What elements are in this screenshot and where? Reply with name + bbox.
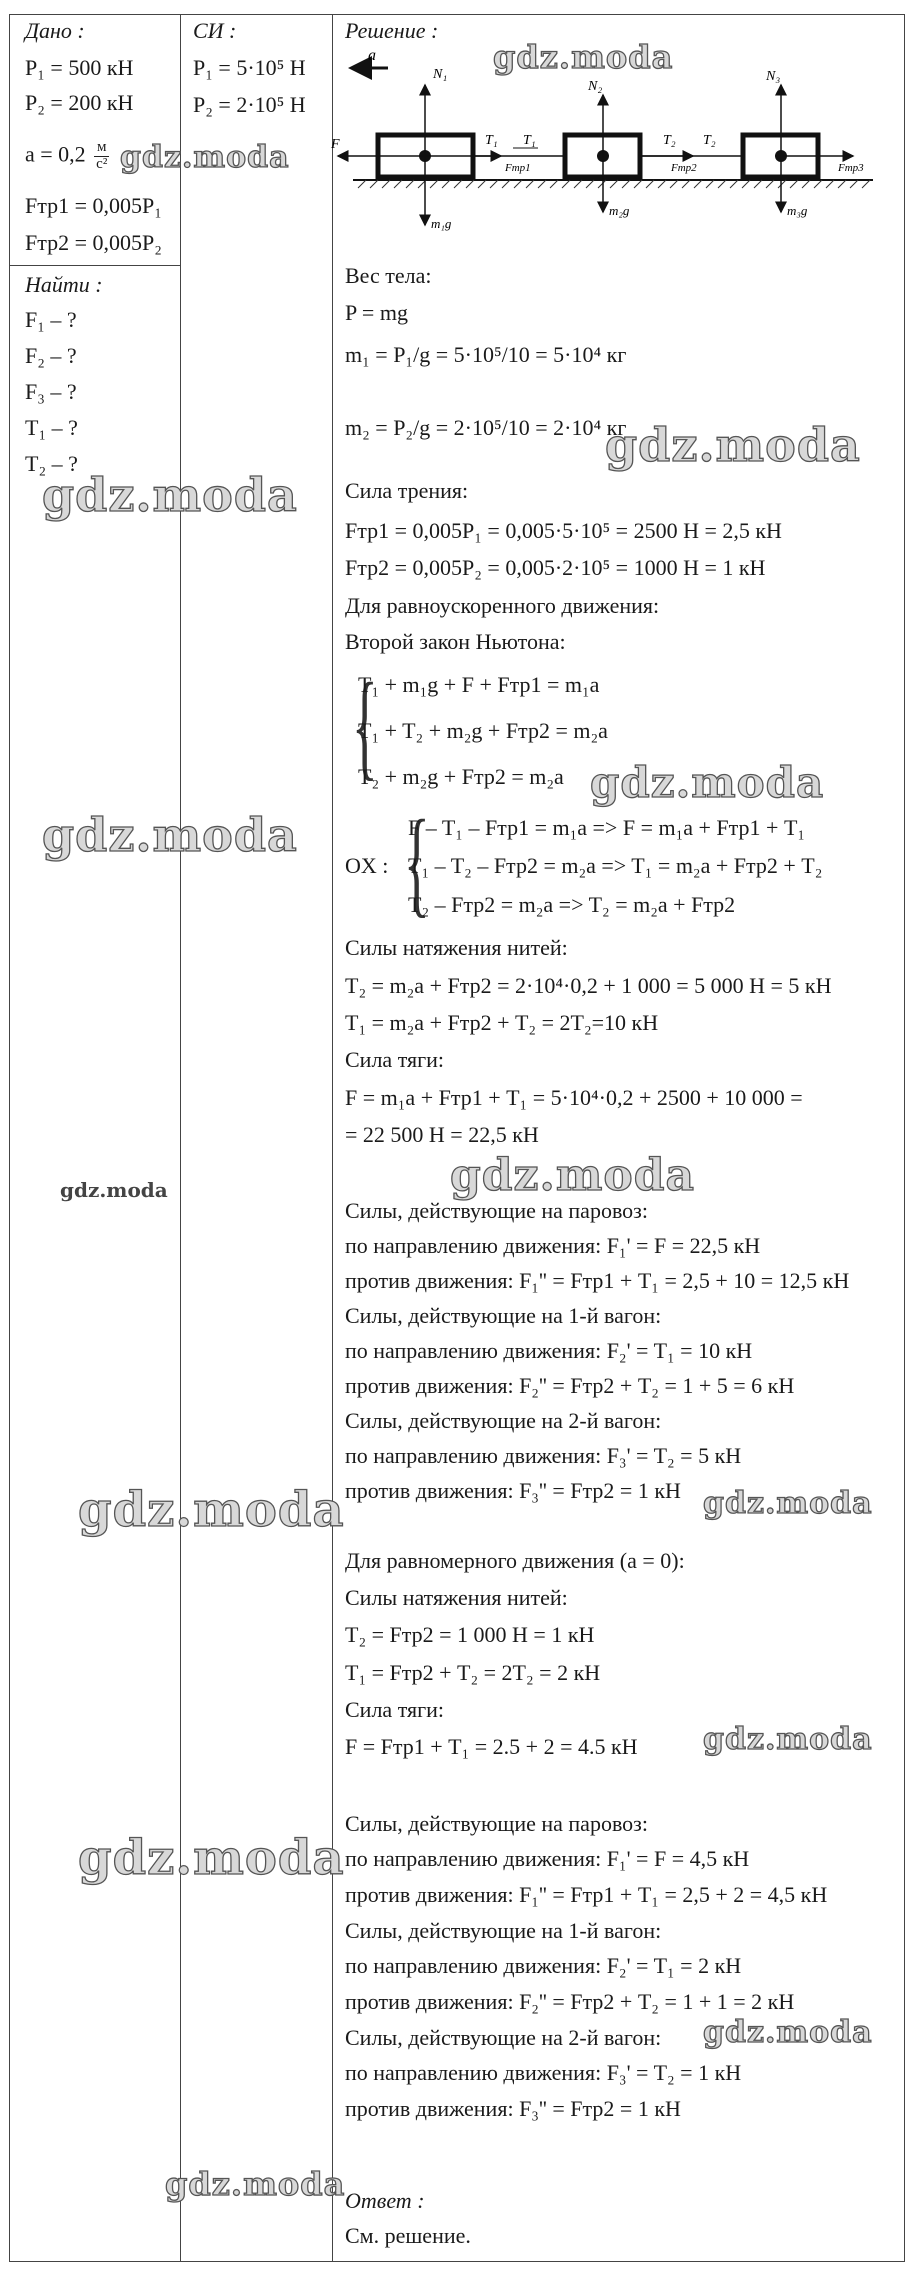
m1-eq: m₁ = P₁/g = 5·10⁵/10 = 5·10⁴ кг xyxy=(345,342,627,367)
label-f: F xyxy=(331,137,340,152)
watermark: gdz.moda xyxy=(60,1178,168,1202)
given-fr2: Fтр2 = 0,005P₂ xyxy=(25,230,162,255)
vec-eq-3: T₂ + m₂g + Fтр2 = m₂a xyxy=(358,764,564,789)
vec-eq-1: T₁ + m₁g + F + Fтр1 = m₁a xyxy=(358,672,600,697)
wagon1-backward: против движения: F₂'' = Fтр2 + T₂ = 1 + 5 = 6 кН xyxy=(345,1373,795,1398)
label-fr3: Fтр3 xyxy=(838,162,864,174)
watermark: gdz.moda xyxy=(120,140,290,175)
watermark: gdz.moda xyxy=(590,758,825,807)
wagon2-title: Силы, действующие на 2-й вагон: xyxy=(345,1408,662,1433)
label-t1-a: T₁ xyxy=(485,133,498,148)
u-wagon2-backward: против движения: F₃'' = Fтр2 = 1 кН xyxy=(345,2096,681,2121)
watermark: gdz.moda xyxy=(703,2015,873,2050)
u-tension-t1: T₁ = Fтр2 + T₂ = 2T₂ = 2 кН xyxy=(345,1660,601,1685)
u-thrust-title: Сила тяги: xyxy=(345,1697,445,1722)
column-divider-2 xyxy=(332,14,333,2262)
friction-1: Fтр1 = 0,005P₁ = 0,005·5·10⁵ = 2500 Н = 2,5 кН xyxy=(345,518,782,543)
u-wagon1-backward: против движения: F₂'' = Fтр2 + T₂ = 1 + 1 = 2 кН xyxy=(345,1989,795,2014)
u-loco-backward: против движения: F₁'' = Fтр1 + T₁ = 2,5 + 2 = 4,5 кН xyxy=(345,1882,828,1907)
si-p2: P₂ = 2·10⁵ Н xyxy=(193,92,306,117)
label-n1: N₁ xyxy=(433,67,448,82)
thrust-title: Сила тяги: xyxy=(345,1047,445,1072)
given-accel-value: a = 0,2 xyxy=(25,141,86,167)
label-n2: N₂ xyxy=(588,79,603,94)
watermark: gdz.moda xyxy=(605,418,861,472)
watermark: gdz.moda xyxy=(42,468,298,522)
m2-eq: m₂ = P₂/g = 2·10⁵/10 = 2·10⁴ кг xyxy=(345,415,627,440)
loco-forward: по направлению движения: F₁' = F = 22,5 кН xyxy=(345,1233,761,1258)
find-f1: F₁ – ? xyxy=(25,307,77,332)
watermark: gdz.moda xyxy=(165,2165,346,2203)
answer-text: См. решение. xyxy=(345,2223,471,2248)
find-header: Найти : xyxy=(25,272,103,297)
newton-title: Второй закон Ньютона: xyxy=(345,629,566,654)
friction-2: Fтр2 = 0,005P₂ = 0,005·2·10⁵ = 1000 Н = 1 кН xyxy=(345,555,766,580)
label-m3g: m₃g xyxy=(787,203,808,218)
wagon1-title: Силы, действующие на 1-й вагон: xyxy=(345,1303,662,1328)
loco-backward: против движения: F₁'' = Fтр1 + T₁ = 2,5 + 10 = 12,5 кН xyxy=(345,1268,850,1293)
find-f3: F₃ – ? xyxy=(25,379,77,404)
loco-title: Силы, действующие на паровоз: xyxy=(345,1198,648,1223)
watermark: gdz.moda xyxy=(703,1722,873,1757)
find-t2: T₂ – ? xyxy=(25,451,78,476)
u-loco-forward: по направлению движения: F₁' = F = 4,5 кН xyxy=(345,1846,750,1871)
given-header: Дано : xyxy=(25,18,85,43)
watermark: gdz.moda xyxy=(78,1830,345,1886)
label-n3: N₃ xyxy=(766,69,781,84)
weight-eq: P = mg xyxy=(345,300,408,325)
find-f2: F₂ – ? xyxy=(25,343,77,368)
given-find-divider xyxy=(9,265,181,266)
u-wagon1-title: Силы, действующие на 1-й вагон: xyxy=(345,1918,662,1943)
u-wagon1-forward: по направлению движения: F₂' = T₁ = 2 кН xyxy=(345,1953,742,1978)
watermark: gdz.moda xyxy=(493,38,674,76)
system-brace: { xyxy=(351,658,378,791)
given-p1: P₁ = 500 кН xyxy=(25,55,134,80)
label-fr2: Fтр2 xyxy=(671,162,697,174)
watermark: gdz.moda xyxy=(703,1486,873,1521)
solution-header: Решение : xyxy=(345,18,439,43)
unit-num: м xyxy=(94,140,109,157)
label-m2g: m₂g xyxy=(609,203,630,218)
label-m1g: m₁g xyxy=(431,216,452,231)
u-wagon2-forward: по направлению движения: F₃' = T₂ = 1 кН xyxy=(345,2060,742,2085)
u-thrust: F = Fтр1 + T₁ = 2.5 + 2 = 4.5 кН xyxy=(345,1734,638,1759)
ground-hatch xyxy=(358,180,870,188)
wagon2-backward: против движения: F₃'' = Fтр2 = 1 кН xyxy=(345,1478,681,1503)
watermark: gdz.moda xyxy=(78,1482,345,1538)
uniform-title: Для равномерного движения (a = 0): xyxy=(345,1548,685,1573)
unit-den: с² xyxy=(96,155,108,172)
si-header: СИ : xyxy=(193,18,237,43)
ox-eq-1: F – T₁ – Fтр1 = m₁a => F = m₁a + Fтр1 + T₁ xyxy=(408,815,806,840)
u-tension-title: Силы натяжения нитей: xyxy=(345,1585,568,1610)
wagon1-forward: по направлению движения: F₂' = T₁ = 10 кН xyxy=(345,1338,753,1363)
u-tension-t2: T₂ = Fтр2 = 1 000 Н = 1 кН xyxy=(345,1622,595,1647)
given-fr1: Fтр1 = 0,005P₁ xyxy=(25,193,162,218)
friction-title: Сила трения: xyxy=(345,478,469,503)
ox-eq-2: T₁ – T₂ – Fтр2 = m₂a => T₁ = m₂a + Fтр2 + T₂ xyxy=(408,853,823,878)
wagon2-forward: по направлению движения: F₃' = T₂ = 5 кН xyxy=(345,1443,742,1468)
vec-eq-2: T₁ + T₂ + m₂g + Fтр2 = m₂a xyxy=(358,718,608,743)
given-accel xyxy=(25,140,112,173)
tension-t1: T₁ = m₂a + Fтр2 + T₂ = 2T₂=10 кН xyxy=(345,1010,659,1035)
u-wagon2-title: Силы, действующие на 2-й вагон: xyxy=(345,2025,662,2050)
find-t1: T₁ – ? xyxy=(25,415,78,440)
label-t2-b: T₂ xyxy=(703,133,716,148)
accel-unit xyxy=(94,140,109,173)
si-p1: P₁ = 5·10⁵ Н xyxy=(193,55,306,80)
label-t2-a: T₂ xyxy=(663,133,676,148)
ox-brace: { xyxy=(403,795,430,928)
tension-title: Силы натяжения нитей: xyxy=(345,935,568,960)
ox-label: OX : xyxy=(345,853,389,878)
answer-label: Ответ : xyxy=(345,2188,425,2213)
tension-t2: T₂ = m₂a + Fтр2 = 2·10⁴·0,2 + 1 000 = 5 000 Н = 5 кН xyxy=(345,973,832,998)
thrust-line-2: = 22 500 Н = 22,5 кН xyxy=(345,1122,539,1147)
ox-eq-3: T₂ – Fтр2 = m₂a => T₂ = m₂a + Fтр2 xyxy=(408,892,736,917)
column-divider-1 xyxy=(180,14,181,2262)
weight-title: Вес тела: xyxy=(345,263,432,288)
watermark: gdz.moda xyxy=(450,1150,696,1201)
uniform-accel-title: Для равноускоренного движения: xyxy=(345,593,660,618)
label-fr1: Fтр1 xyxy=(505,162,531,174)
given-p2: P₂ = 200 кН xyxy=(25,90,134,115)
thrust-line-1: F = m₁a + Fтр1 + T₁ = 5·10⁴·0,2 + 2500 + 10 000 = xyxy=(345,1085,803,1110)
label-t1-b: T₁ xyxy=(523,133,536,148)
label-a: a xyxy=(368,47,376,64)
u-loco-title: Силы, действующие на паровоз: xyxy=(345,1811,648,1836)
watermark: gdz.moda xyxy=(42,808,298,862)
